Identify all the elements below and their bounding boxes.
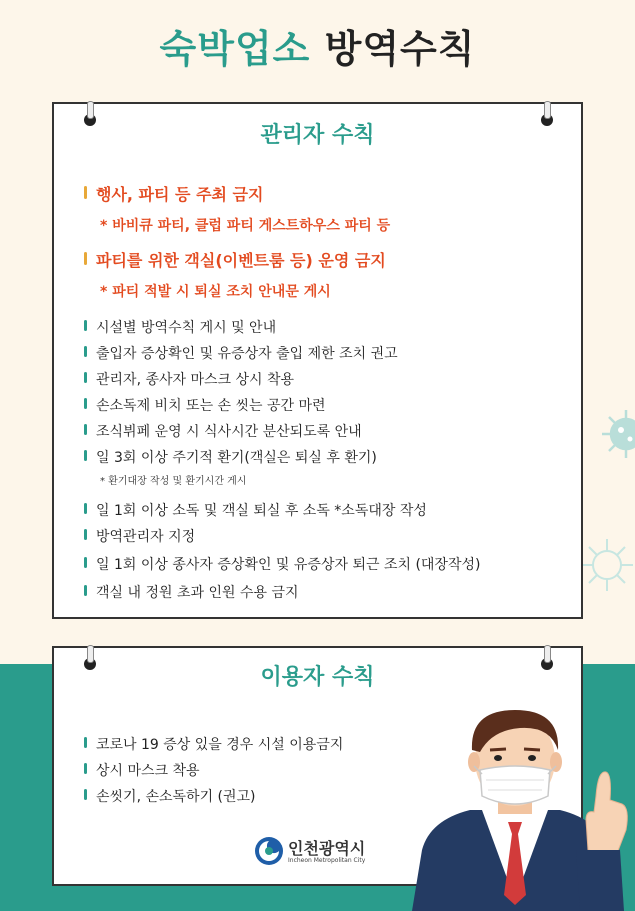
bullet-marker	[84, 398, 87, 409]
manager-rule-item: 손소독제 비치 또는 손 씻는 공간 마련	[84, 395, 326, 415]
bullet-marker	[84, 557, 87, 568]
logo-name-ko: 인천광역시	[288, 839, 366, 858]
bullet-marker	[84, 252, 87, 265]
user-rule-item: 손씻기, 손소독하기 (권고)	[84, 786, 256, 806]
manager-rule-item: 조식뷔페 운영 시 식사시간 분산되도록 안내	[84, 421, 362, 441]
manager-rules-board	[52, 102, 583, 619]
bullet-marker	[84, 789, 87, 800]
user-rule-item: 코로나 19 증상 있을 경우 시설 이용금지	[84, 734, 343, 754]
logo-name-en: Incheon Metropolitan City	[288, 857, 366, 864]
virus-icon	[577, 535, 635, 595]
title-highlight: 숙박업소	[159, 27, 311, 71]
manager-rule-item: 일 1회 이상 종사자 증상확인 및 유증상자 퇴근 조치 (대장작성)	[84, 554, 480, 574]
bullet-marker	[84, 320, 87, 331]
bullet-marker	[84, 346, 87, 357]
manager-rule-item: 시설별 방역수칙 게시 및 안내	[84, 317, 276, 337]
manager-rule-item: 일 1회 이상 소독 및 객실 퇴실 후 소독 *소독대장 작성	[84, 500, 427, 520]
manager-highlight-note: * 바비큐 파티, 클럽 파티 게스트하우스 파티 등	[100, 218, 391, 234]
manager-rule-item: 관리자, 종사자 마스크 상시 착용	[84, 369, 294, 389]
bullet-marker	[84, 737, 87, 748]
bullet-marker	[84, 585, 87, 596]
bullet-marker	[84, 450, 87, 461]
manager-rule-item: 방역관리자 지정	[84, 526, 195, 546]
manager-highlight-rule: 행사, 파티 등 주최 금지	[84, 182, 263, 205]
manager-heading: 관리자 수칙	[260, 123, 375, 148]
manager-highlight-rule: 파티를 위한 객실(이벤트룸 등) 운영 금지	[84, 248, 386, 271]
manager-rule-item: 출입자 증상확인 및 유증상자 출입 제한 조치 권고	[84, 343, 398, 363]
virus-icon	[600, 408, 635, 460]
user-rule-item: 상시 마스크 착용	[84, 760, 200, 780]
manager-rule-item: 객실 내 정원 초과 인원 수용 금지	[84, 582, 299, 602]
title-main: 방역수칙	[324, 27, 476, 71]
bullet-marker	[84, 372, 87, 383]
bullet-marker	[84, 503, 87, 514]
manager-rule-item: 일 3회 이상 주기적 환기(객실은 퇴실 후 환기)	[84, 447, 377, 467]
user-heading: 이용자 수칙	[260, 665, 375, 690]
ventilation-note: * 환기대장 작성 및 환기시간 게시	[100, 476, 247, 487]
bullet-marker	[84, 424, 87, 435]
incheon-emblem-icon	[254, 836, 284, 866]
page-title	[0, 18, 635, 73]
bullet-marker	[84, 529, 87, 540]
manager-highlight-note: * 파티 적발 시 퇴실 조치 안내문 게시	[100, 284, 331, 300]
masked-man-illustration	[410, 700, 635, 911]
bullet-marker	[84, 186, 87, 199]
bullet-marker	[84, 763, 87, 774]
